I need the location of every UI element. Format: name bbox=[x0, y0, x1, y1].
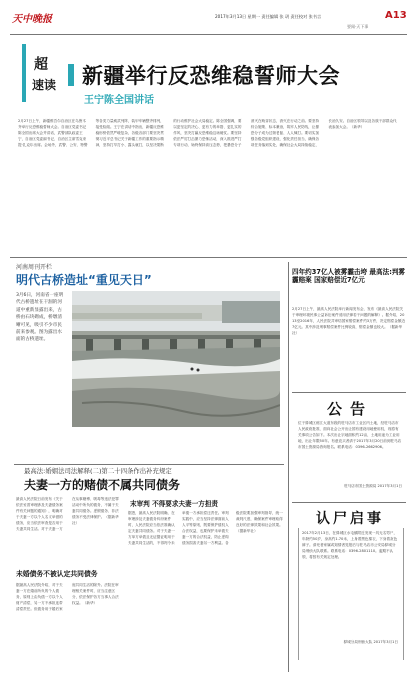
lead-accent-bar bbox=[68, 64, 74, 86]
side-news-headline: 四年约37亿人被雾霾击垮 最高法:判雾霾赔案 国家赔偿近7亿元 bbox=[292, 268, 406, 285]
lead-bottom-rule bbox=[10, 257, 407, 258]
side-news bbox=[292, 268, 406, 388]
bottom-body: 据悉，最高人民法院明确，在审理涉及夫妻债务纠纷案件时，人民法院应当依法准确认定夫妻共同债务。对于夫妻一方单方举债且无证据证明用于夫妻共同生活的，不得判令未举债一方承担偿还责任。审判实践中，应当坚持法律面前人人平等原则，既要保护债权人合法权益，也要保护未举债夫妻一方的合法权益，防止虚构债务损害夫妻另一方利益。各级法院要加强审判指导，统一裁判尺度，确保案件审理取得良好的法律效果和社会效果。（据新华社） bbox=[128, 511, 283, 545]
digest-badge-box bbox=[22, 44, 74, 102]
lead-body-text: 2月27日上午，新疆维吾尔自治区在乌鲁木齐举行反恐维稳誓师大会。自治区党委书记陈全国出席大会并讲话，武警部队政委王宁，自治区党委副书记、自治区主席雪克来提·扎克尔出席。会场外，武警、公安、特警等各类力量威武列阵，装甲车辆整齐排列，接受检阅。王宁在讲话中指出，新疆反恐维稳形势依然严峻复杂，各级各部门要坚决贯彻习近平总书记关于新疆工作的重要指示精神，坚持打早打小、露头就打，以坚决果断的行动维护社会大局稳定。陈全国强调，要以更坚定的决心、更有力的举措、更扎实的作风，坚决打赢反恐维稳这场硬仗。要坚持依法严厉打击暴力恐怖活动，深入推进严打专项行动，始终保持高压态势，把暴恐分子消灭在萌芽状态，消灭在行动之前。要坚持综合施策、标本兼治，筑牢人民防线，让暴恐分子成为过街老鼠、人人喊打。要切实加强各级党组织建设，强化责任担当，确保各项任务落到实处，确保社会大局持续稳定、长治久安。自治区领导以及各族干部群众代表参加大会。（新华） bbox=[18, 119, 397, 147]
photo-story bbox=[14, 262, 284, 462]
legal-top-rule bbox=[14, 464, 284, 465]
lead-headline: 新疆举行反恐维稳誓师大会 bbox=[82, 64, 340, 88]
masthead bbox=[10, 8, 407, 28]
masthead-rule bbox=[10, 34, 407, 35]
side-news-rule bbox=[292, 392, 406, 393]
photo-kicker: 河南周刊开栏 bbox=[16, 264, 53, 271]
notice-rule bbox=[292, 502, 406, 503]
digest-label-bottom: 速读 bbox=[32, 78, 57, 92]
digest-label-top: 超 bbox=[34, 57, 48, 73]
legal-body: 最高人民法院日前发布《关于依法妥善审理涉及夫妻债务案件有关问题的通知》，明确对于夫妻一方以个人名义举借的债务，应当依法审查是否用于夫妻共同生活。对于夫妻一方在从事赌博、吸毒等违法犯罪活动中所负的债务，不属于夫妻共同债务。虚假债务、非法债务不受法律保护。（据新华社） bbox=[16, 497, 119, 531]
masthead-meta: 2017年3月13日 星期一 责任编辑 张 玥 责任校对 张书言 bbox=[215, 14, 322, 19]
photo-caption: 3月6日，河南省一座明代古桥遗址在干涸的河道中重新显露出来，古桥由石块砌成，桥墩清晰可见，吸引不少市民前来参观。图为露出水面的古桥遗址。 bbox=[16, 293, 64, 343]
legal-sub2-body: 据最高人民法院介绍，对于夫妻一方在婚前所负的个人债务，原则上由负债一方以个人财产清偿，另一方不承担连带清偿责任。但债务用于婚后家庭共同生活的除外。法院在审理相关案件时，应当注意区分，依法保护各方当事人合法权益。（新华） bbox=[16, 583, 119, 611]
sidebar-divider bbox=[288, 262, 289, 672]
legal-subhead: 夫妻一方的赌债不属共同债务 bbox=[24, 478, 181, 492]
corpse-claim-notice bbox=[294, 506, 406, 670]
claim-title: 认尸启事 bbox=[316, 511, 384, 527]
notice bbox=[294, 396, 406, 496]
notice-sign: 驻马店市国土资源局 2017年3月1日 bbox=[344, 484, 402, 488]
bottom-headline: 末审判 不得要求夫妻一方担责 bbox=[130, 500, 219, 508]
page-number: A13 bbox=[385, 10, 407, 21]
digest-badge bbox=[22, 44, 70, 102]
legal-sub2-headline: 未婚债务不被认定共同债务 bbox=[16, 570, 98, 578]
lead-subhead: 王宁陈全国讲话 bbox=[84, 95, 154, 106]
lead-body bbox=[18, 118, 398, 252]
photo-title: 明代古桥造址“重见天日” bbox=[16, 273, 152, 287]
bridge-photo-graphic bbox=[72, 291, 280, 427]
section-label: 要闻·天下事 bbox=[347, 24, 369, 29]
notice-title: 公告 bbox=[326, 400, 373, 418]
bridge-photo bbox=[72, 291, 280, 427]
claim-body: 2017年2月13日，在驿城区水屯镇附近发现一具无名男尸，年龄约50岁，身高约1.70米，上身着黑色棉衣，下身着灰色裤子。请死者家属或知情者见报后与驻马店市公安局驿城分局刑侦大队联系。联系电话：0396-2801110。逾期不认领，将按有关规定处理。 bbox=[302, 531, 398, 559]
masthead-brand: 天中晚报 bbox=[12, 14, 52, 25]
notice-body: 位于驿城区练江大道东段的驻马店市工业区内土地，经驻马店市人民政府批准，面向社会公开出让国有建设用地使用权，现将有关事项公告如下。本次出让宗地面积约12亩，土地用途为工业用地，出让年限50年。有意竞买者请于2017年3月20日前到驻马店市国土资源局咨询报名。联系电话：0396-2662906。 bbox=[298, 421, 402, 449]
side-news-body: 2月27日上午，最高人民法院举行新闻发布会，发布《最高人民法院关于审理环境民事公益诉讼案件适用法律若干问题的解释》。据介绍，2013至2016年，人民法院共审结国家赔偿案件约3万件，决定赔偿金额近7亿元。其中涉及刑事赔偿案件比例较高，赔偿金额也较大。（据新华社） bbox=[292, 307, 406, 335]
legal-story bbox=[14, 466, 284, 672]
legal-headline: 最高法:婚姻法司法解释(二)第二十四条作出补充规定 bbox=[24, 467, 172, 475]
claim-sign: 驿城分局刑侦大队 2017年3月1日 bbox=[343, 640, 398, 644]
